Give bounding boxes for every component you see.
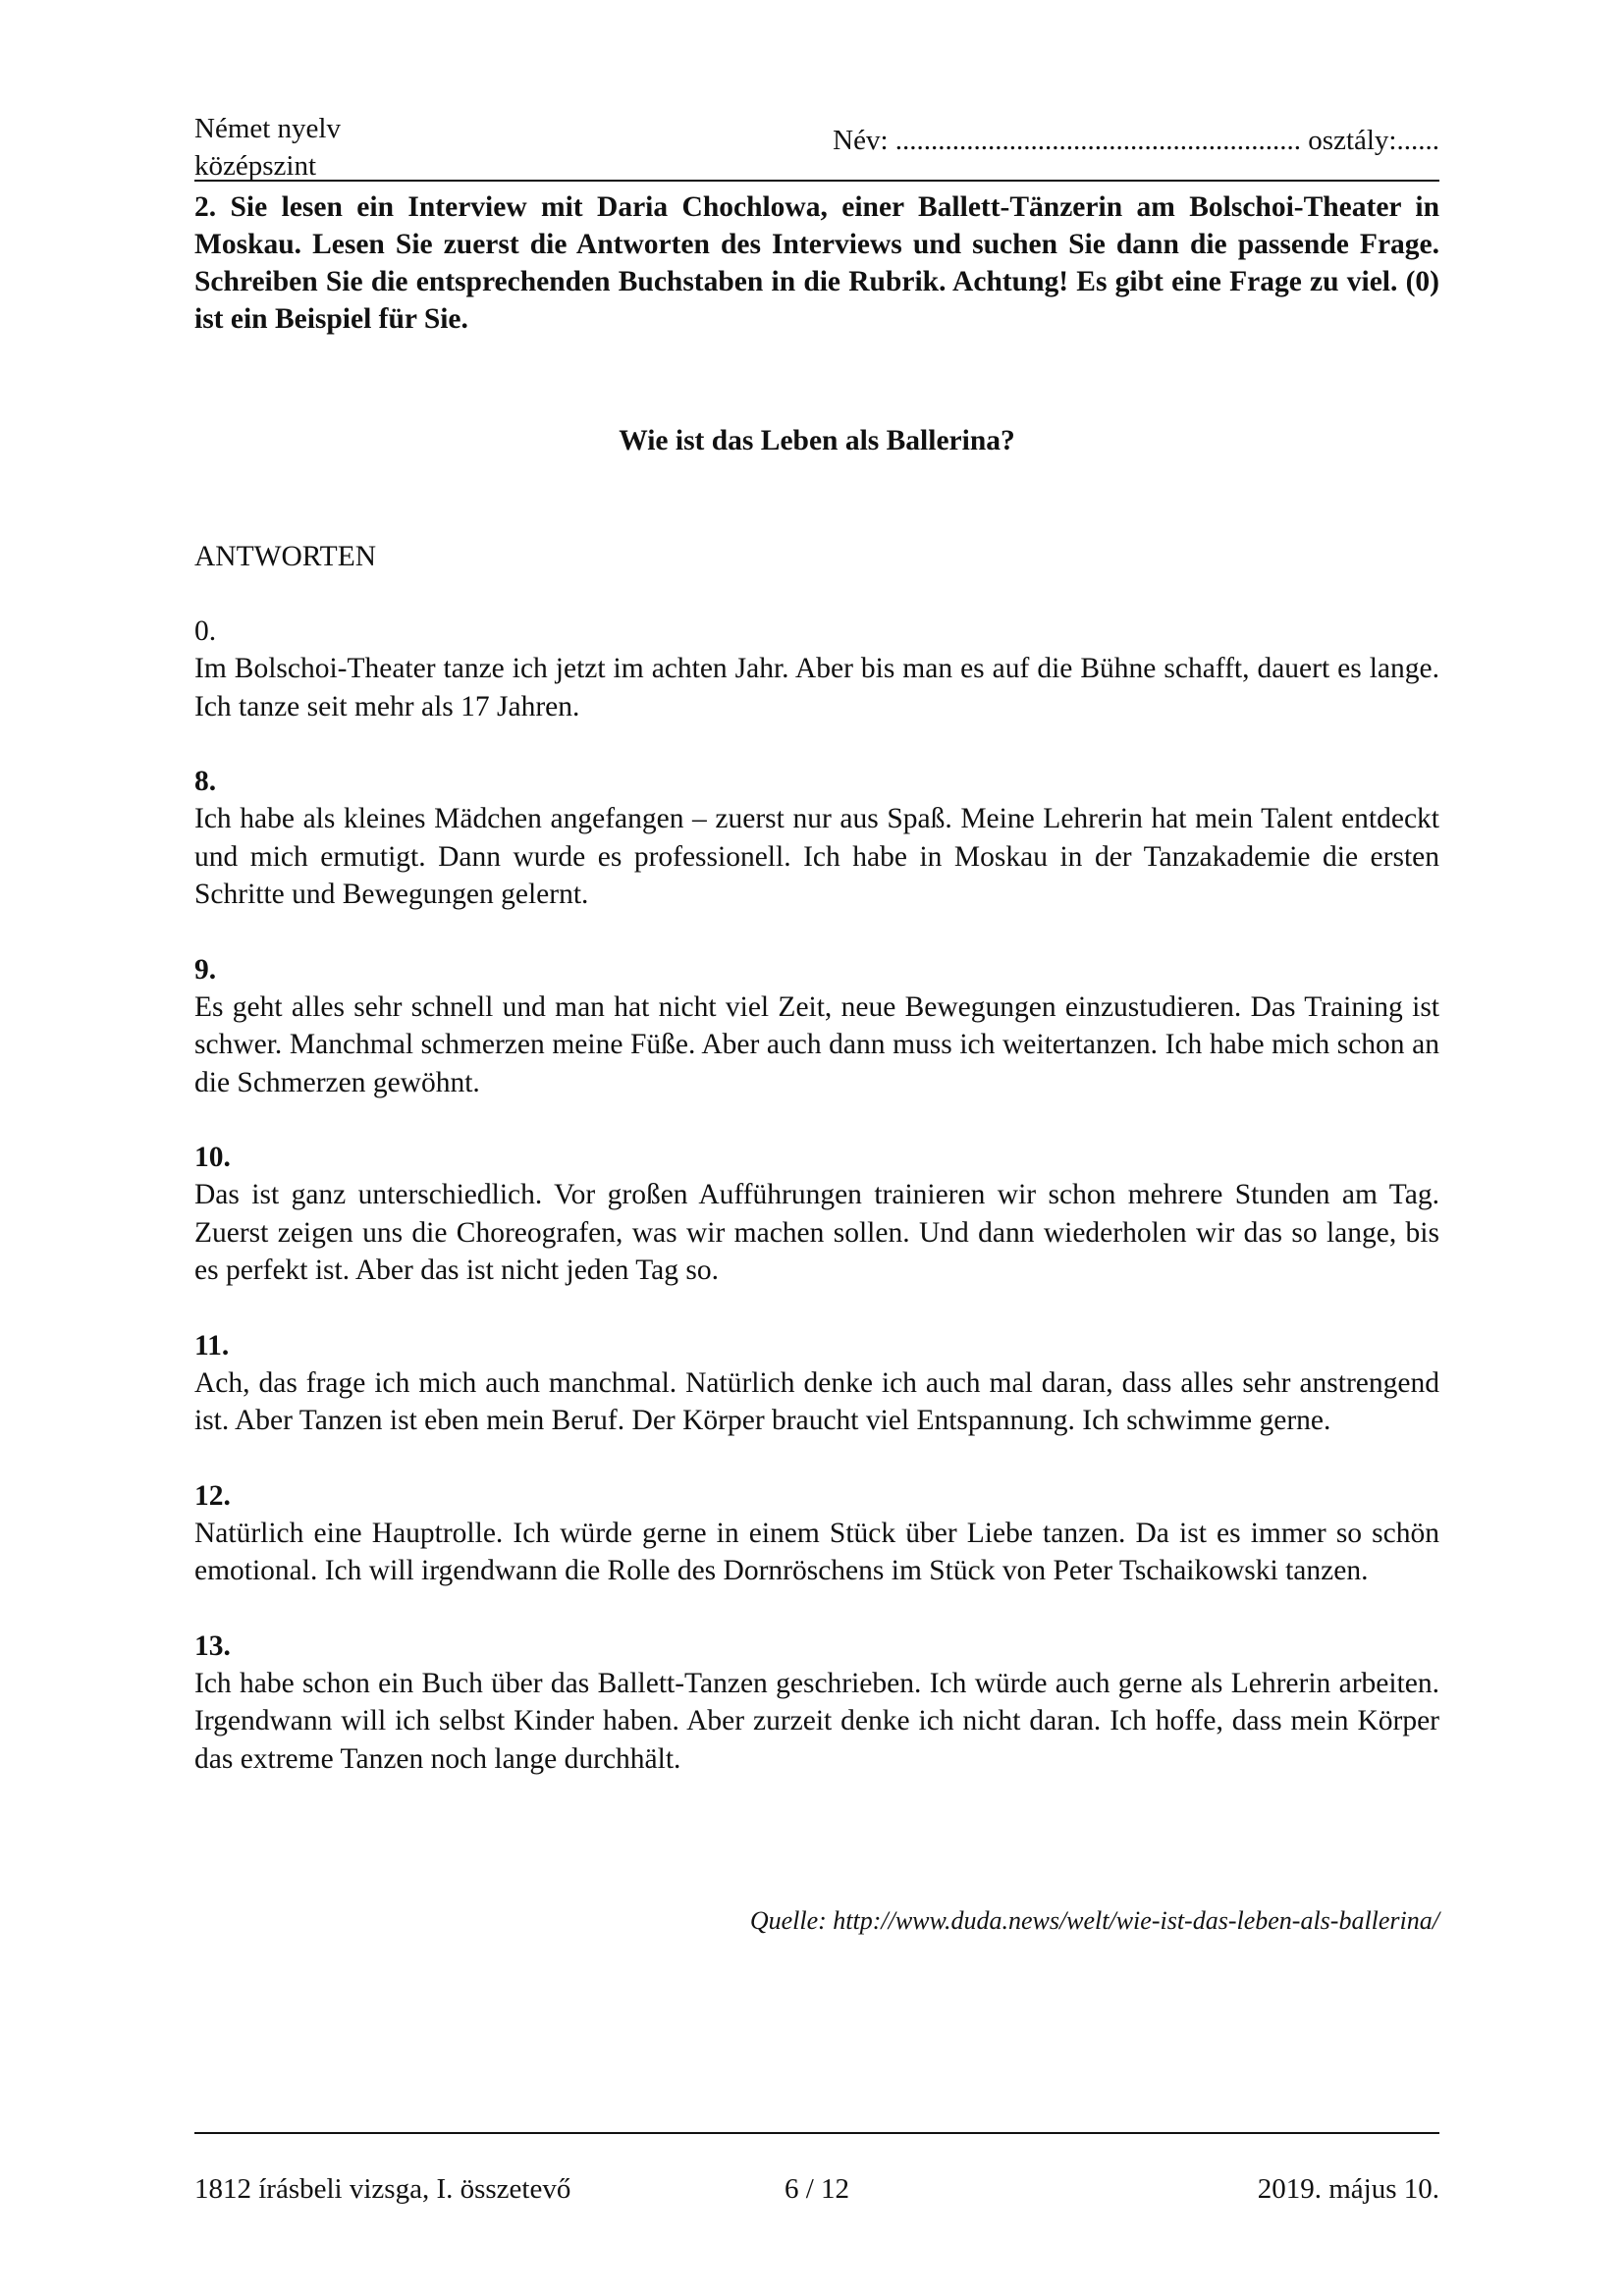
answer-item (194, 1139, 1439, 1290)
answer-text: Es geht alles sehr schnell und man hat nicht viel Zeit, neue Bewegungen einzustudieren. Das Training ist schwer. Manchmal schmerzen meine Füße. Aber auch dann muss ich weitertanzen. Ich habe mich schon an die Schmerzen gewöhnt. (194, 990, 1439, 1098)
subject-language: Német nyelv (194, 113, 341, 144)
answer-item (194, 1628, 1439, 1779)
exam-date: 2019. május 10. (1257, 2173, 1439, 2205)
exam-code: 1812 írásbeli vizsga, I. összetevő (194, 2173, 571, 2205)
answer-text: Natürlich eine Hauptrolle. Ich würde gerne in einem Stück über Liebe tanzen. Da ist es immer so schön emotional. Ich will irgendwann die Rolle des Dornröschens im Stück von Peter Tschaikowski tanzen. (194, 1517, 1439, 1586)
answer-number: 13. (194, 1629, 231, 1662)
answer-number: 10. (194, 1142, 231, 1173)
answer-number: 8. (194, 766, 217, 797)
answer-item (194, 1327, 1439, 1440)
section-heading: ANTWORTEN (194, 541, 377, 572)
answer-text: Ich habe schon ein Buch über das Ballett-Tanzen geschrieben. Ich würde auch gerne als Lehrerin arbeiten. Irgendwann will ich selbst Kinder haben. Aber zurzeit denke ich nicht daran. Ich hoffe, dass mein Körper das extreme Tanzen noch lange durchhält. (194, 1667, 1439, 1775)
footer-divider (194, 2132, 1439, 2134)
answer-text: Im Bolschoi-Theater tanze ich jetzt im achten Jahr. Aber bis man es auf die Bühne schafft, dauert es lange. Ich tanze seit mehr als 17 Jahren. (194, 653, 1439, 722)
answer-number: 11. (194, 1329, 230, 1362)
name-class-field: Név: ......................................................... osztály:...... (833, 125, 1439, 156)
answers-list (194, 613, 1439, 1815)
answer-number: 9. (194, 953, 217, 986)
answer-item (194, 613, 1439, 725)
header-divider (194, 180, 1439, 182)
subject-label (194, 110, 341, 185)
page-footer (194, 2171, 1439, 2211)
answer-item (194, 1477, 1439, 1590)
page-header (194, 110, 1439, 182)
answer-number: 0. (194, 615, 217, 647)
answer-text: Das ist ganz unterschiedlich. Vor großen Aufführungen trainieren wir schon mehrere Stunden am Tag. Zuerst zeigen uns die Choreografen, was wir machen sollen. Und dann wiederholen wir das so lange, bis es perfekt ist. Aber das ist nicht jeden Tag so. (194, 1179, 1439, 1286)
answer-text: Ach, das frage ich mich auch manchmal. Natürlich denke ich auch mal daran, dass alles sehr anstrengend ist. Aber Tanzen ist eben mein Beruf. Der Körper braucht viel Entspannung. Ich schwimme gerne. (194, 1366, 1439, 1436)
answer-text: Ich habe als kleines Mädchen angefangen – zuerst nur aus Spaß. Meine Lehrerin hat mein Talent entdeckt und mich ermutigt. Dann wurde es professionell. Ich habe in Moskau in der Tanzakademie die ersten Schritte und Bewegungen gelernt. (194, 803, 1439, 910)
page-number: 6 / 12 (784, 2173, 850, 2205)
answer-item (194, 763, 1439, 914)
source-citation: Quelle: http://www.duda.news/welt/wie-ist-das-leben-als-ballerina/ (749, 1906, 1439, 1935)
answer-number: 12. (194, 1479, 231, 1512)
task-instructions: 2. Sie lesen ein Interview mit Daria Chochlowa, einer Ballett-Tänzerin am Bolschoi-Theater in Moskau. Lesen Sie zuerst die Antworten des Interviews und suchen Sie dann die passende Frage. Schreiben Sie die entsprechenden Buchstaben in die Rubrik. Achtung! Es gibt eine Frage zu viel. (0) ist ein Beispiel für Sie. (194, 191, 1439, 335)
answer-item (194, 951, 1439, 1102)
article-title: Wie ist das Leben als Ballerina? (619, 425, 1015, 456)
subject-level: középszint (194, 150, 317, 182)
